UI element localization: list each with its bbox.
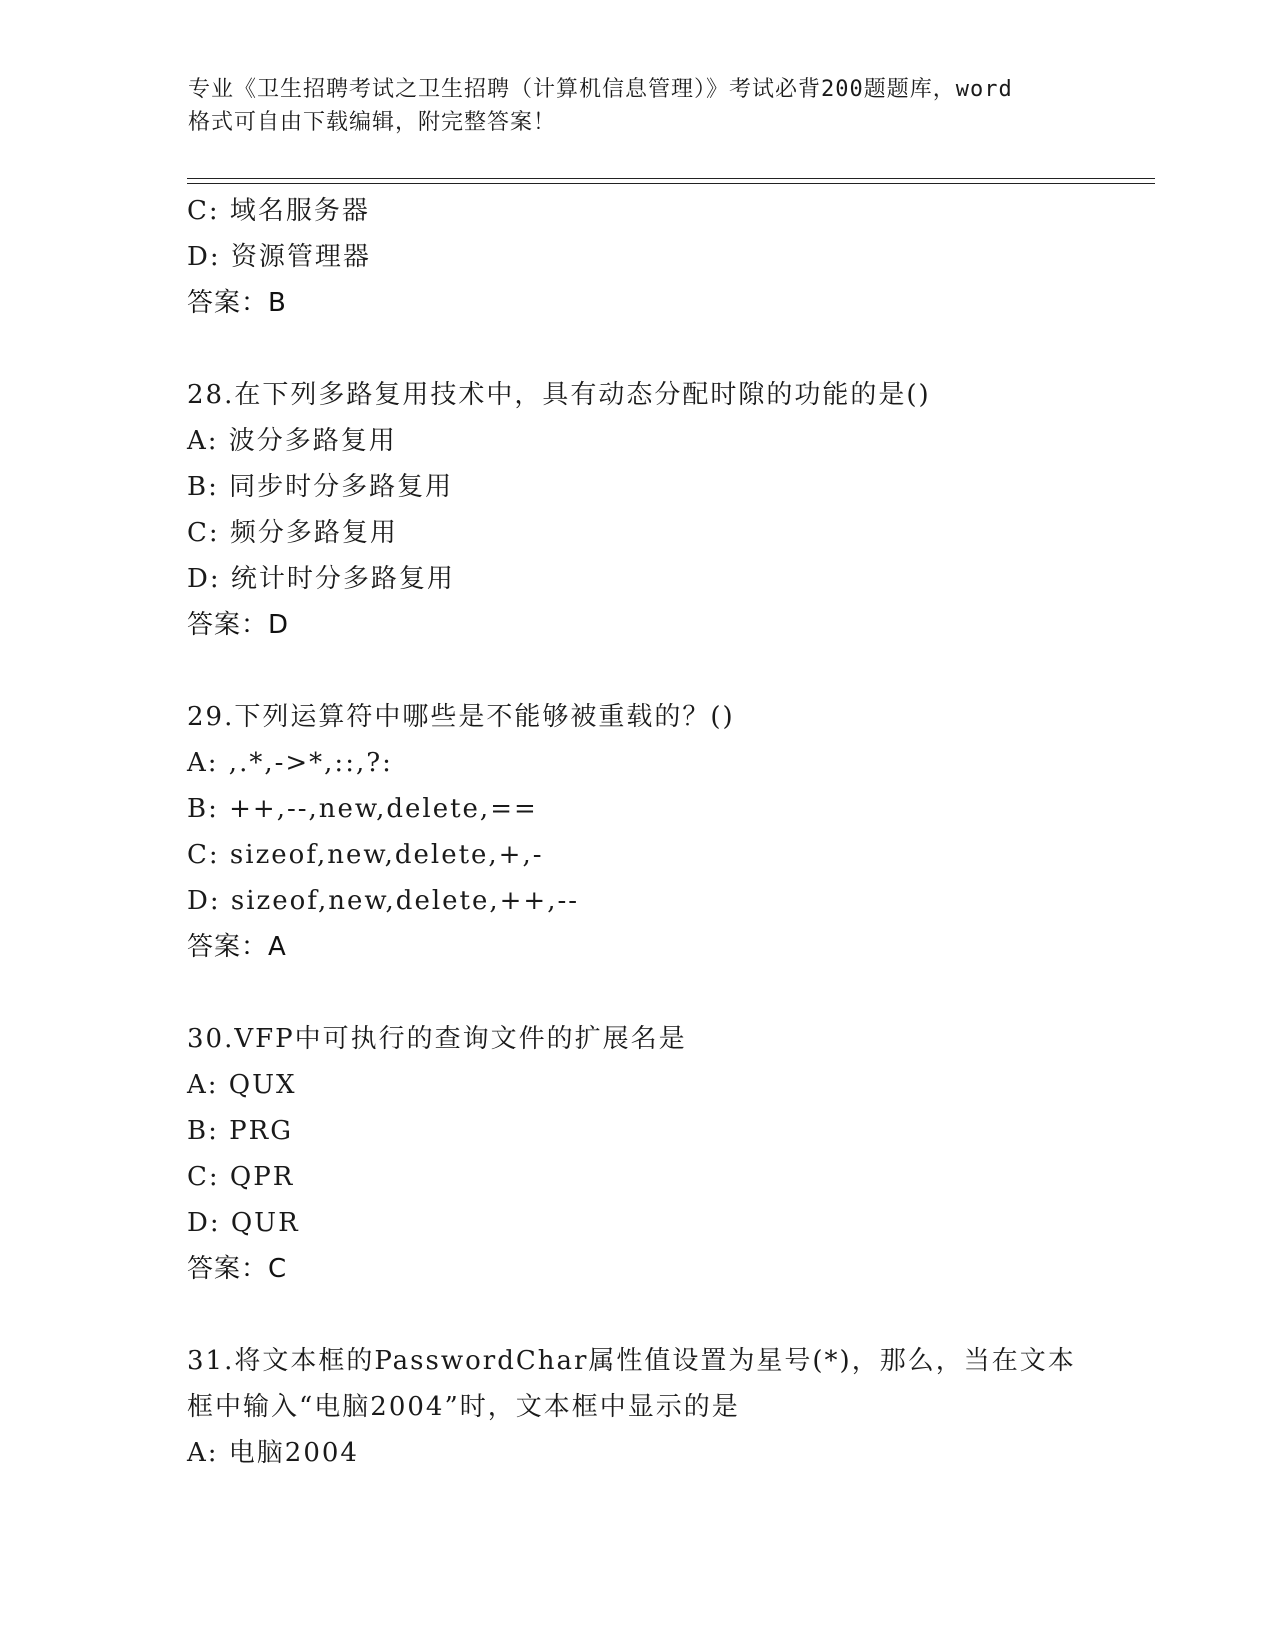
- question-28-option-a: A: 波分多路复用: [187, 426, 397, 456]
- header-divider-top: [187, 178, 1155, 179]
- question-30-option-c: C: QPR: [187, 1162, 295, 1192]
- question-31-text-line-2: 框中输入“电脑2004”时，文本框中显示的是: [187, 1392, 740, 1422]
- question-29-option-d: D: sizeof,new,delete,++,--: [187, 886, 580, 916]
- header-title-line-1: 专业《卫生招聘考试之卫生招聘（计算机信息管理）》考试必背200题题库，word: [188, 77, 1013, 102]
- question-30-option-a: A: QUX: [187, 1070, 297, 1100]
- header-title-line-2: 格式可自由下载编辑，附完整答案！: [188, 110, 557, 135]
- question-29-text: 29.下列运算符中哪些是不能够被重载的？(): [187, 702, 735, 732]
- spacer: [187, 648, 1147, 694]
- question-30-option-b: B: PRG: [187, 1116, 293, 1146]
- header-divider-bottom: [187, 183, 1155, 184]
- question-29-option-c: C: sizeof,new,delete,+,-: [187, 840, 544, 870]
- question-28-text: 28.在下列多路复用技术中，具有动态分配时隙的功能的是(): [187, 380, 931, 410]
- question-28-answer: 答案：D: [187, 610, 290, 640]
- spacer: [187, 326, 1147, 372]
- question-30-answer: 答案：C: [187, 1254, 288, 1284]
- question-28-option-b: B: 同步时分多路复用: [187, 472, 454, 502]
- question-29-option-b: B: ++,--,new,delete,==: [187, 794, 538, 824]
- question-30-text: 30.VFP中可执行的查询文件的扩展名是: [187, 1024, 687, 1054]
- question-28-option-c: C: 频分多路复用: [187, 518, 398, 548]
- option-c: C: 域名服务器: [187, 196, 370, 226]
- spacer: [187, 970, 1147, 1016]
- question-30-option-d: D: QUR: [187, 1208, 300, 1238]
- question-31-option-a: A: 电脑2004: [187, 1438, 359, 1468]
- question-29-option-a: A: ,.*,->*,::,?:: [187, 748, 393, 778]
- answer-line: 答案：B: [187, 288, 287, 318]
- option-d: D: 资源管理器: [187, 242, 371, 272]
- question-29-answer: 答案：A: [187, 932, 287, 962]
- question-28-option-d: D: 统计时分多路复用: [187, 564, 455, 594]
- spacer: [187, 1292, 1147, 1338]
- document-header: [188, 73, 1088, 139]
- question-list: [187, 188, 1147, 1476]
- question-31-text-line-1: 31.将文本框的PasswordChar属性值设置为星号(*)，那么，当在文本: [187, 1346, 1076, 1376]
